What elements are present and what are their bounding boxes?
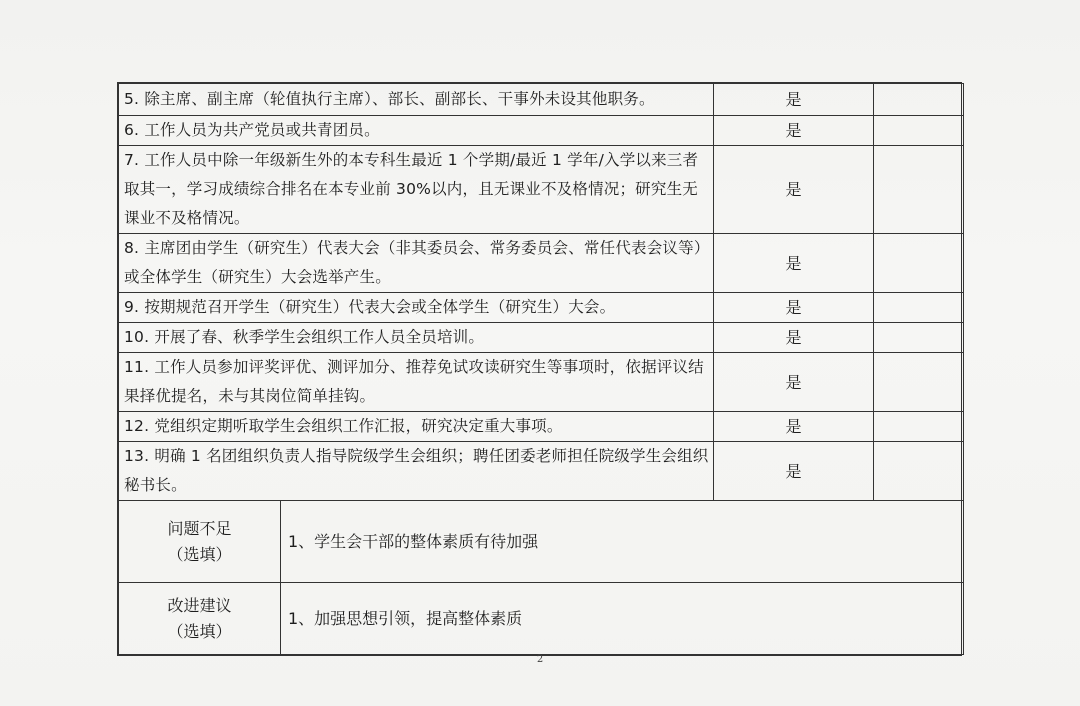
item-text: 12. 党组织定期听取学生会组织工作汇报，研究决定重大事项。 <box>119 412 714 442</box>
item-text: 9. 按期规范召开学生（研究生）代表大会或全体学生（研究生）大会。 <box>119 293 714 323</box>
item-answer: 是 <box>714 412 874 442</box>
item-answer: 是 <box>714 234 874 293</box>
problems-row <box>119 501 964 583</box>
table-row <box>119 116 964 146</box>
item-text: 11. 工作人员参加评奖评优、测评加分、推荐免试攻读研究生等事项时，依据评议结果择优提名，未与其岗位简单挂钩。 <box>119 353 714 412</box>
page-number: 2 <box>536 654 544 665</box>
table-row <box>119 412 964 442</box>
item-text: 6. 工作人员为共产党员或共青团员。 <box>119 116 714 146</box>
blank-cell <box>874 353 964 412</box>
blank-cell <box>874 234 964 293</box>
suggestions-content: 1、加强思想引领，提高整体素质 <box>281 583 964 655</box>
suggestions-label-line2: （选填） <box>167 621 232 641</box>
blank-cell <box>874 293 964 323</box>
item-answer: 是 <box>714 442 874 501</box>
suggestions-row <box>119 583 964 655</box>
suggestions-label <box>119 583 281 655</box>
blank-cell <box>874 412 964 442</box>
problems-label-line1: 问题不足 <box>167 518 232 538</box>
problems-content: 1、学生会干部的整体素质有待加强 <box>281 501 964 583</box>
table-row <box>119 146 964 234</box>
item-text: 10. 开展了春、秋季学生会组织工作人员全员培训。 <box>119 323 714 353</box>
table-row <box>119 442 964 501</box>
item-text: 5. 除主席、副主席（轮值执行主席）、部长、副部长、干事外未设其他职务。 <box>119 84 714 116</box>
item-answer: 是 <box>714 116 874 146</box>
table-row <box>119 293 964 323</box>
problems-label-line2: （选填） <box>167 544 232 564</box>
suggestions-label-line1: 改进建议 <box>167 595 232 615</box>
item-answer: 是 <box>714 323 874 353</box>
table-row <box>119 323 964 353</box>
item-answer: 是 <box>714 84 874 116</box>
item-answer: 是 <box>714 146 874 234</box>
blank-cell <box>874 442 964 501</box>
checklist-table <box>117 82 962 656</box>
item-text: 13. 明确 1 名团组织负责人指导院级学生会组织；聘任团委老师担任院级学生会组织秘书长。 <box>119 442 714 501</box>
item-text: 8. 主席团由学生（研究生）代表大会（非其委员会、常务委员会、常任代表会议等）或全体学生（研究生）大会选举产生。 <box>119 234 714 293</box>
item-text: 7. 工作人员中除一年级新生外的本专科生最近 1 个学期/最近 1 学年/入学以来三者取其一，学习成绩综合排名在本专业前 30%以内，且无课业不及格情况；研究生无课业不及格情况。 <box>119 146 714 234</box>
table-row <box>119 84 964 116</box>
blank-cell <box>874 116 964 146</box>
item-answer: 是 <box>714 293 874 323</box>
problems-label <box>119 501 281 583</box>
table-row <box>119 353 964 412</box>
blank-cell <box>874 84 964 116</box>
table-row <box>119 234 964 293</box>
blank-cell <box>874 323 964 353</box>
blank-cell <box>874 146 964 234</box>
item-answer: 是 <box>714 353 874 412</box>
